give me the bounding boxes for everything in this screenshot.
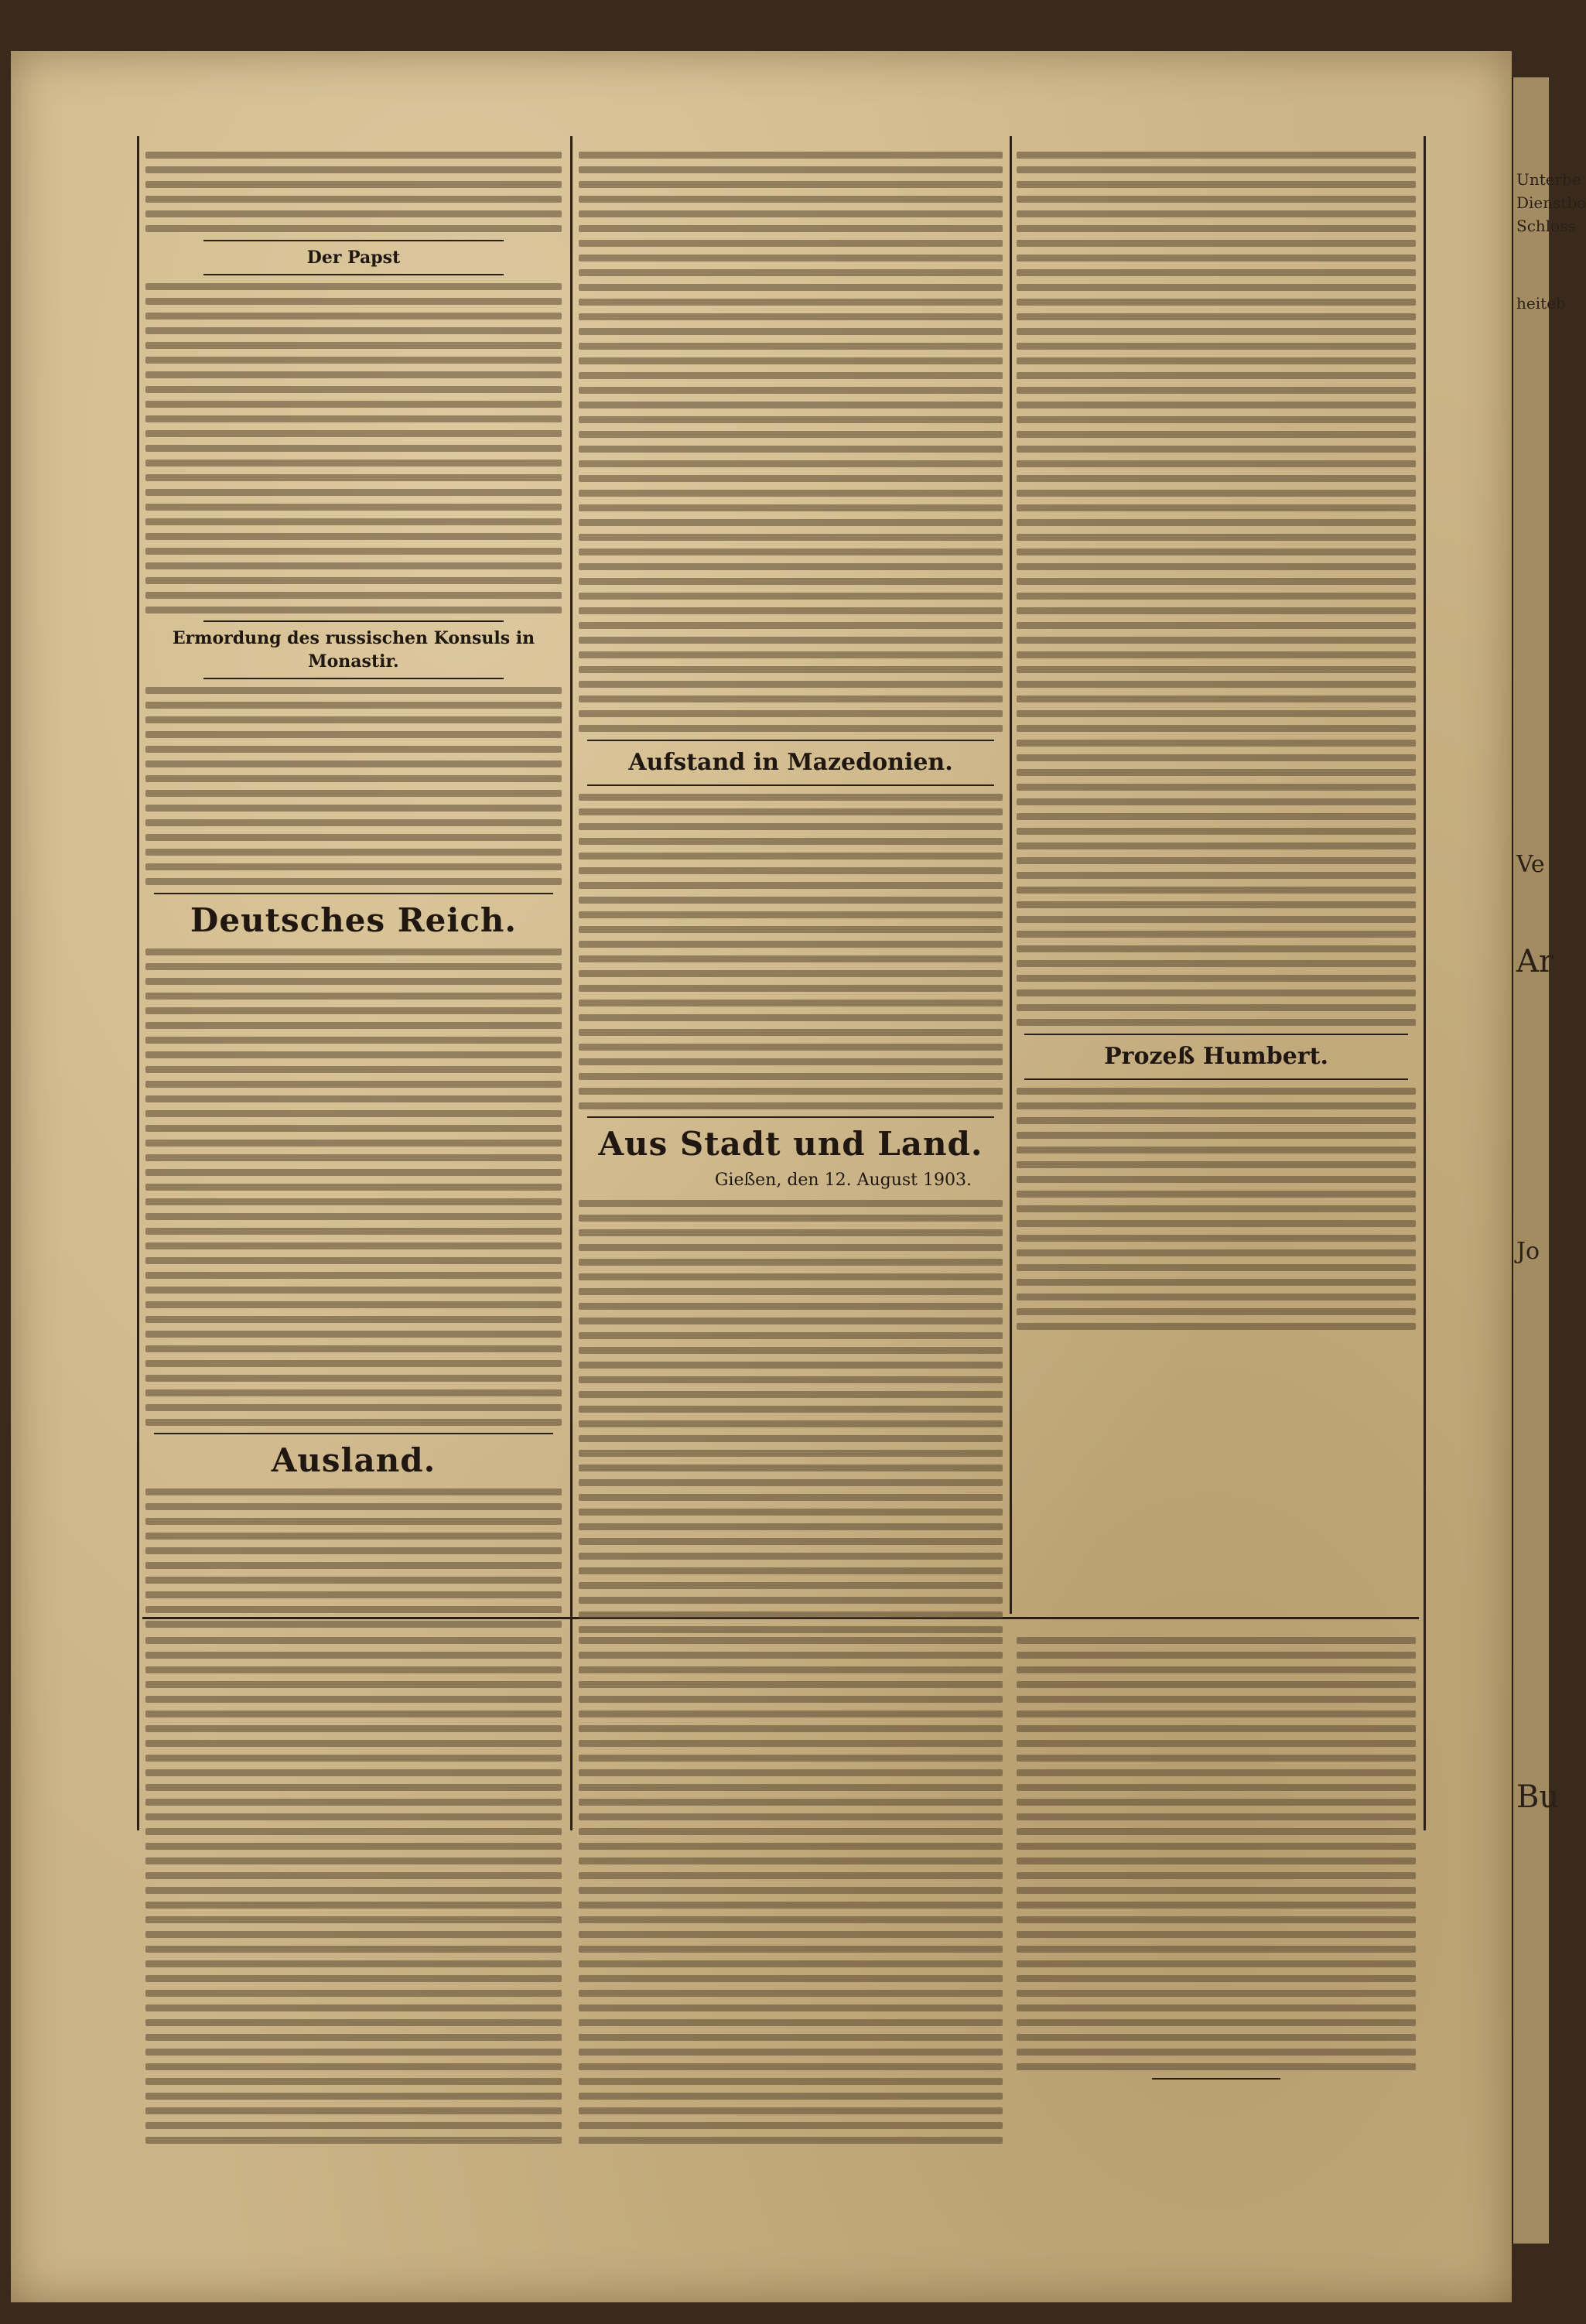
heading-prozess-humbert: Prozeß Humbert.: [1104, 1042, 1328, 1070]
newspaper-page: [11, 51, 1512, 2302]
edge-fragment: Unterbe: [1516, 170, 1581, 189]
divider: [203, 274, 503, 275]
edge-fragment: Schloss: [1516, 217, 1576, 235]
bottom-column-3-text: [1017, 1637, 1416, 2070]
heading-ermordung-konsul: Ermordung des russischen Konsuls in Monastir.: [172, 628, 535, 672]
divider: [587, 784, 994, 786]
heading-ausland: Ausland.: [271, 1441, 436, 1479]
konsul-text: [145, 687, 562, 885]
bottom-column-2-text: [579, 1637, 1003, 2144]
top-column-2: [579, 144, 1003, 1641]
bottom-column-1: [145, 1629, 562, 2151]
divider: [203, 620, 503, 622]
divider: [587, 1116, 994, 1118]
divider: [154, 893, 554, 894]
divider: [203, 240, 503, 241]
mazedonien-text: [579, 794, 1003, 1109]
column-rule-1: [570, 136, 573, 1830]
column-1-intro-text: [145, 152, 562, 232]
end-divider: [1152, 2078, 1280, 2080]
adjacent-page-edge: [1512, 77, 1586, 2244]
edge-fragment: Bu: [1516, 1779, 1560, 1815]
heading-der-papst: Der Papst: [306, 247, 401, 268]
divider: [1024, 1078, 1407, 1080]
edge-fragment: Ar: [1516, 944, 1554, 979]
edge-fragment: Ve: [1516, 851, 1545, 878]
prozess-humbert-text: [1017, 1088, 1416, 1330]
divider: [154, 1433, 554, 1434]
bottom-column-1-text: [145, 1637, 562, 2144]
column-2-continued-text: [579, 152, 1003, 732]
edge-fragment: heiteb: [1516, 294, 1566, 313]
top-column-3: [1017, 144, 1416, 1337]
der-papst-text: [145, 283, 562, 613]
heading-aufstand-mazedonien: Aufstand in Mazedonien.: [628, 748, 953, 776]
bottom-column-2: [579, 1629, 1003, 2151]
divider: [1024, 1034, 1407, 1035]
column-rule-2: [1010, 136, 1012, 1614]
dateline: Gießen, den 12. August 1903.: [714, 1171, 972, 1190]
stadt-und-land-text: [579, 1200, 1003, 1633]
edge-fragment: Jo: [1516, 1238, 1540, 1265]
edge-fragment: Dienstbo: [1516, 193, 1586, 212]
deutsches-reich-text: [145, 948, 562, 1426]
heading-aus-stadt-und-land: Aus Stadt und Land.: [598, 1125, 983, 1163]
column-rule-left: [137, 136, 139, 1830]
ausland-text: [145, 1488, 562, 1628]
bottom-column-3: [1017, 1629, 1416, 2080]
divider: [203, 678, 503, 679]
top-column-1: [145, 144, 562, 1635]
divider: [587, 740, 994, 741]
column-rule-right: [1424, 136, 1426, 1830]
column-3-continued-text: [1017, 152, 1416, 1026]
heading-deutsches-reich: Deutsches Reich.: [190, 901, 518, 939]
